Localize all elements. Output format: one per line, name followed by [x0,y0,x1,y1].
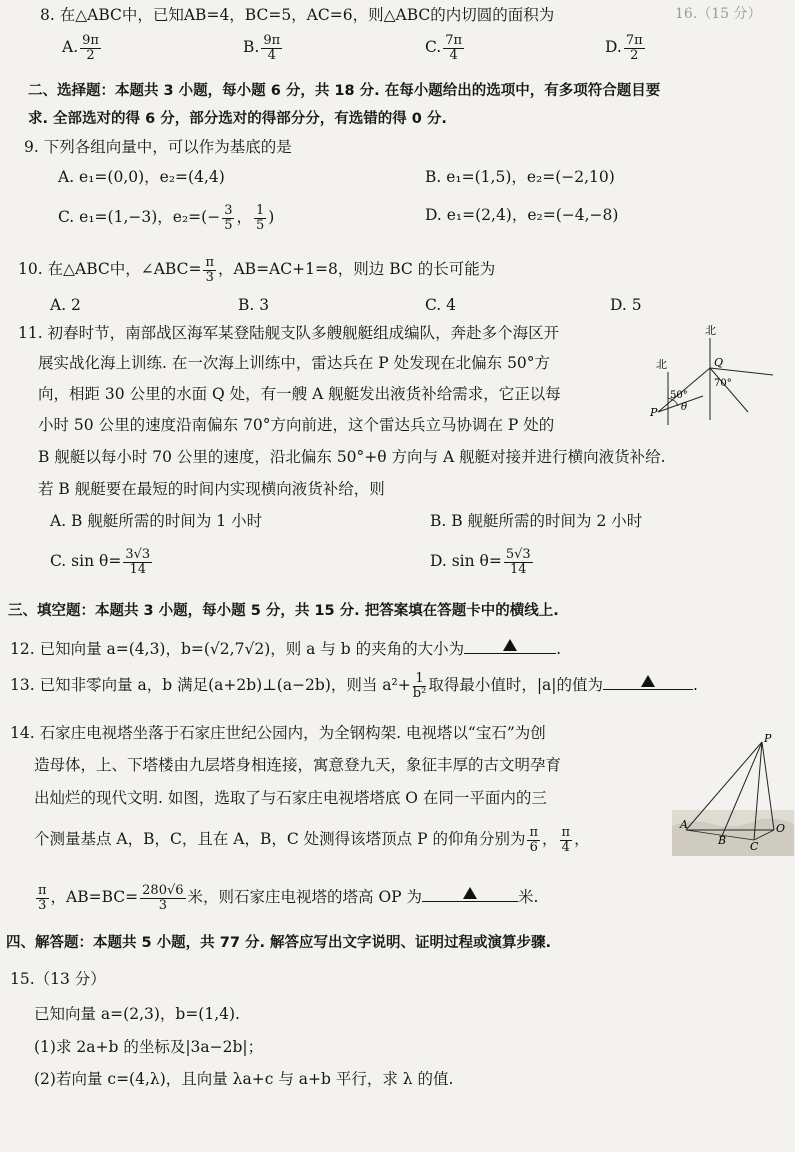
q11-fig-angle-theta: θ [681,402,688,413]
q9-option-d: D. e₁=(2,4)，e₂=(−4,−8) [425,206,619,224]
q8-stem: 8. 在△ABC中，已知AB=4，BC=5，AC=6，则△ABC的内切圆的面积为 [40,6,555,24]
q14-fig-label-c: C [750,840,759,853]
q14-tower-diagram [672,728,794,856]
q15-heading: 15.（13 分） [10,970,106,988]
q9-stem: 9. 下列各组向量中，可以作为基底的是 [24,138,292,156]
q8-option-d: D. $\frac{7\pi}{2}$ [605,33,643,63]
q11-option-b: B. B 舰艇所需的时间为 2 小时 [430,512,643,530]
q9-option-c: C. e₁=(1,−3)，e₂=(− $\frac{3}{5}$ ， $\frac{1}{5}$ ) [58,203,275,233]
q8-option-a: A. $\frac{9\pi}{2}$ [62,33,99,63]
q14-line2: 造母体，上、下塔楼由九层塔身相连接，寓意登九天，象征丰厚的古文明孕育 [34,756,562,774]
q14-fig-label-b: B [718,834,727,847]
triangle-icon [641,675,655,687]
bleed-through-text: 16.（15 分） [675,6,762,22]
q11-line5: B 舰艇以每小时 70 公里的速度，沿北偏东 50°+θ 方向与 A 舰艇对接并进行横向液货补给. [38,448,666,466]
q10-option-d: D. 5 [610,296,642,314]
section-2-heading-line1: 二、选择题：本题共 3 小题，每小题 6 分，共 18 分. 在每小题给出的选项中，有多项符合题目要 [28,83,661,99]
triangle-icon [463,887,477,899]
q11-bearing-diagram [648,320,778,430]
q8-option-b: B. $\frac{9\pi}{4}$ [243,33,281,63]
q10-option-a: A. 2 [50,296,81,314]
q11-line2: 展实战化海上训练. 在一次海上训练中，雷达兵在 P 处发现在北偏东 50°方 [38,354,551,372]
q10-option-c: C. 4 [425,296,457,314]
q14-line1: 14. 石家庄电视塔坐落于石家庄世纪公园内，为全钢构架. 电视塔以“宝石”为创 [10,724,546,742]
q11-line3: 向，相距 30 公里的水面 Q 处，有一艘 A 舰艇发出液货补给需求，它正以每 [38,385,561,403]
q12-answer-blank [464,637,556,654]
q10-stem: 10. 在△ABC中，∠ABC= $\frac{\pi}{3}$ ，AB=AC+1=8，则边 BC 的长可能为 [18,255,496,285]
q13-text: 13. 已知非零向量 a，b 满足(a+2b)⊥(a−2b)，则当 a²+ $\frac{1}{\text{b²}}$ 取得最小值时，|a|的值为 . [10,671,698,701]
triangle-icon [503,639,517,651]
q11-line1: 11. 初春时节，南部战区海军某登陆舰支队多艘舰艇组成编队，奔赴多个海区开 [18,324,560,342]
section-4-heading: 四、解答题：本题共 5 小题，共 77 分. 解答应写出文字说明、证明过程或演算步骤. [6,935,552,951]
q10-option-b: B. 3 [238,296,270,314]
q11-fig-label-p: P [650,406,658,419]
q11-line6: 若 B 舰艇要在最短的时间内实现横向液货补给，则 [38,480,385,498]
q11-fig-north-label-left: 北 [656,358,667,371]
q11-fig-angle-50: 50° [670,390,688,401]
q11-line4: 小时 50 公里的速度沿南偏东 70°方向前进，这个雷达兵立马协调在 P 处的 [38,416,555,434]
section-2-heading-line2: 求. 全部选对的得 6 分，部分选对的得部分分，有选错的得 0 分. [28,111,447,127]
q11-fig-angle-70: 70° [714,378,732,389]
q14-line3: 出灿烂的现代文明. 如图，选取了与石家庄电视塔塔底 O 在同一平面内的三 [34,789,547,807]
q15-line2: (1)求 2a+b 的坐标及|3a−2b|； [34,1038,264,1056]
q11-option-a: A. B 舰艇所需的时间为 1 小时 [50,512,263,530]
q15-line3: (2)若向量 c=(4,λ)，且向量 λa+c 与 a+b 平行，求 λ 的值. [34,1070,454,1088]
q14-line4: 个测量基点 A，B，C，且在 A，B，C 处测得该塔顶点 P 的仰角分别为 $\frac{\pi}{6}$ ， $\frac{\pi}{4}$ ， [34,825,590,855]
q8-option-c: C. $\frac{7\pi}{4}$ [425,33,463,63]
q14-fig-label-o: O [776,822,786,835]
q14-line5: $\frac{\pi}{3}$ ，AB=BC= $\frac{280√6}{3}$ 米，则石家庄电视塔的塔高 OP 为 米. [38,883,539,913]
q12-text: 12. 已知向量 a=(4,3)，b=(√2,7√2)，则 a 与 b 的夹角的大小为 . [10,637,561,659]
q15-line1: 已知向量 a=(2,3)，b=(1,4). [34,1005,240,1023]
q9-option-b: B. e₁=(1,5)，e₂=(−2,10) [425,168,615,186]
q11-option-c: C. sin θ= $\frac{3√3}{14}$ [50,547,151,577]
q13-answer-blank [603,673,693,690]
q14-fig-label-p: P [764,732,772,745]
q14-fig-label-a: A [680,818,688,831]
q11-option-d: D. sin θ= $\frac{5√3}{14}$ [430,547,531,577]
q9-option-a: A. e₁=(0,0)，e₂=(4,4) [58,168,225,186]
q11-fig-north-label-top: 北 [705,324,716,337]
q14-answer-blank [422,885,518,902]
q11-fig-label-q: Q [714,356,724,369]
section-3-heading: 三、填空题：本题共 3 小题，每小题 5 分，共 15 分. 把答案填在答题卡中的横线上. [8,603,559,619]
